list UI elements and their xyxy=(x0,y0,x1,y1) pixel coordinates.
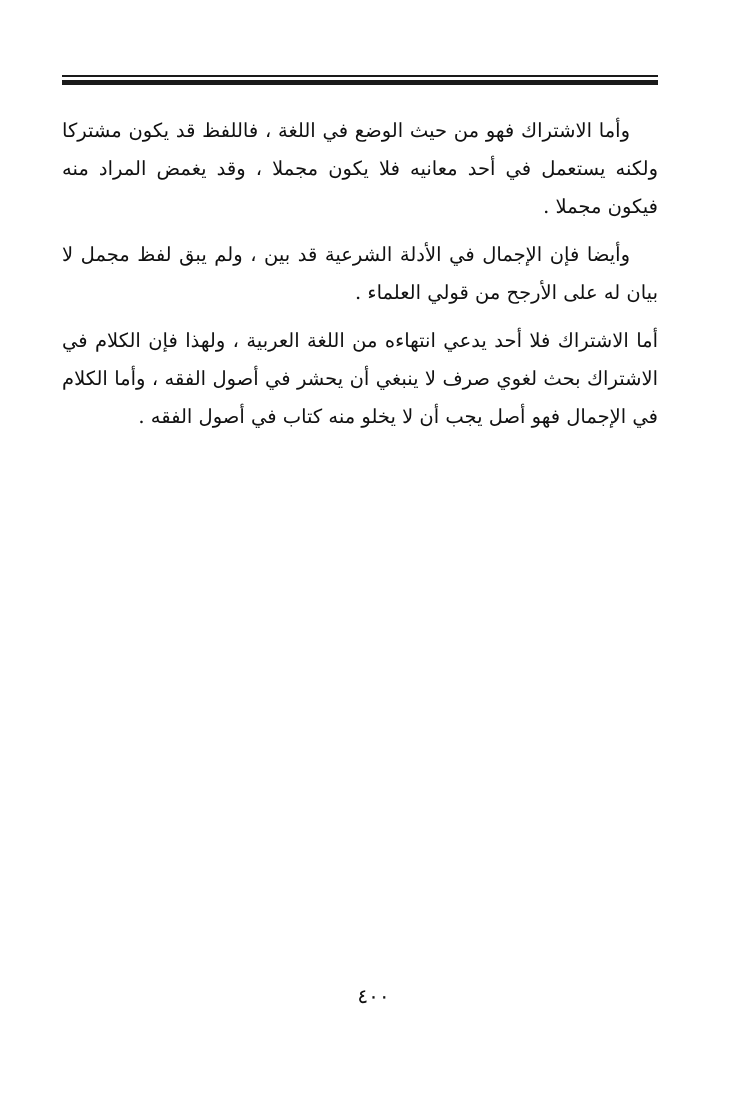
header-rule-thick xyxy=(62,80,658,85)
page-number: ٤٠٠ xyxy=(357,984,390,1008)
paragraph-ishtirak-wad: وأما الاشتراك فهو من حيث الوضع في اللغة ، فاللفظ قد يكون مشتركا ولكنه يستعمل في أحد معانيه فلا يكون مجملا ، وقد يغمض المراد منه فيكون مجملا . xyxy=(62,119,658,218)
paragraph-ijmal-bayan: وأيضا فإن الإجمال في الأدلة الشرعية قد بين ، ولم يبق لفظ مجمل لا بيان له على الأرجح من قولي العلماء . xyxy=(62,243,658,304)
body-text xyxy=(62,112,658,446)
paragraph-ishtirak-lughawi: أما الاشتراك فلا أحد يدعي انتهاءه من اللغة العربية ، ولهذا فإن الكلام في الاشتراك بحث لغوي صرف لا ينبغي أن يحشر في أصول الفقه ، وأما الكلام في الإجمال فهو أصل يجب أن لا يخلو منه كتاب في أصول الفقه . xyxy=(62,329,658,428)
header-rule-thin xyxy=(62,75,658,77)
